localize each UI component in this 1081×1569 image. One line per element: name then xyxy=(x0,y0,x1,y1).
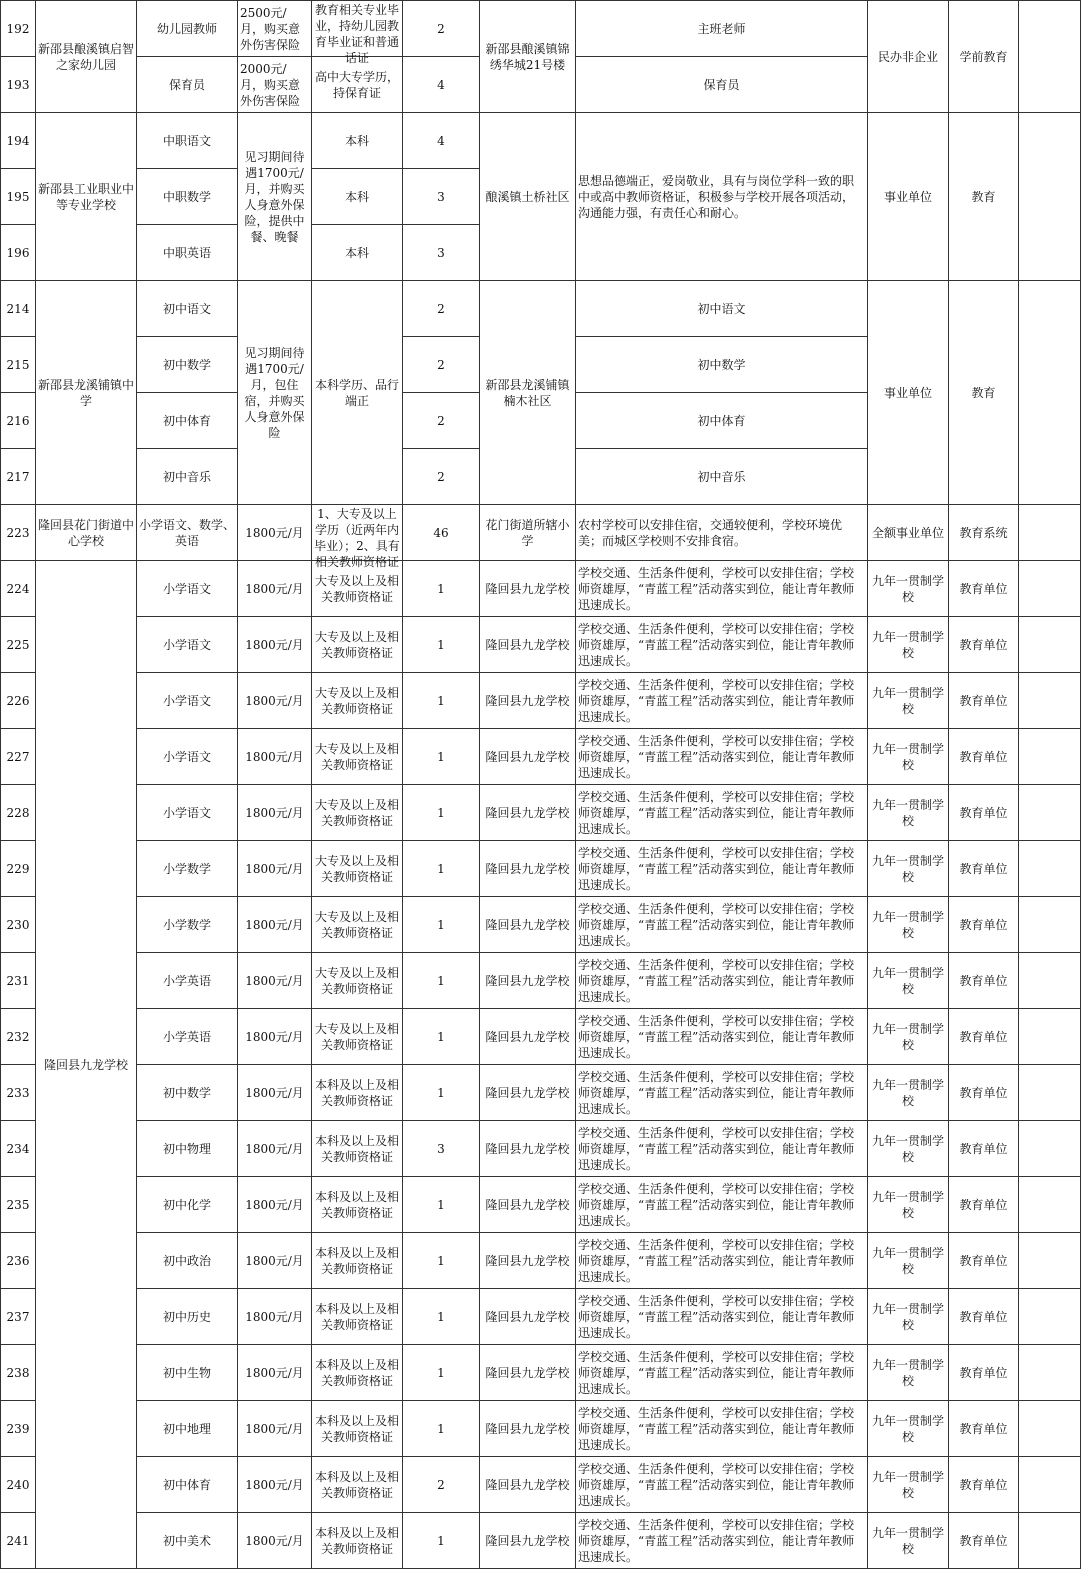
row-number: 196 xyxy=(1,225,36,281)
row-number: 227 xyxy=(1,729,36,785)
requirement-cell: 本科及以上及相关教师资格证 xyxy=(312,1457,403,1513)
headcount-cell: 2 xyxy=(403,1457,480,1513)
row-number: 240 xyxy=(1,1457,36,1513)
blank-cell xyxy=(1019,729,1081,785)
requirement-cell: 本科及以上及相关教师资格证 xyxy=(312,1233,403,1289)
unit-nature: 九年一贯制学校 xyxy=(868,1513,949,1569)
row-number: 225 xyxy=(1,617,36,673)
blank-cell xyxy=(1019,1289,1081,1345)
table-row xyxy=(1,1009,1081,1065)
work-location: 隆回县九龙学校 xyxy=(480,1401,576,1457)
table-row xyxy=(1,953,1081,1009)
salary-cell: 1800元/月 xyxy=(238,1065,312,1121)
position-name: 初中语文 xyxy=(137,281,238,337)
headcount-cell: 2 xyxy=(403,281,480,337)
headcount-cell: 2 xyxy=(403,449,480,505)
work-location: 隆回县九龙学校 xyxy=(480,1457,576,1513)
work-location: 新邵县龙溪铺镇楠木社区 xyxy=(480,281,576,505)
position-description: 学校交通、生活条件便利，学校可以安排住宿；学校师资雄厚，“青蓝工程”活动落实到位，能让青年教师迅速成长。 xyxy=(576,1009,868,1065)
employer-name: 新邵县工业职业中等专业学校 xyxy=(36,113,137,281)
salary-cell: 1800元/月 xyxy=(238,953,312,1009)
blank-cell xyxy=(1019,673,1081,729)
position-description: 学校交通、生活条件便利，学校可以安排住宿；学校师资雄厚，“青蓝工程”活动落实到位，能让青年教师迅速成长。 xyxy=(576,1289,868,1345)
requirement-cell: 本科 xyxy=(312,225,403,281)
blank-cell xyxy=(1019,1401,1081,1457)
requirement-cell: 教育相关专业毕业，持幼儿园教育毕业证和普通话证 xyxy=(312,1,403,57)
requirement-cell: 本科及以上及相关教师资格证 xyxy=(312,1345,403,1401)
industry-cell: 教育单位 xyxy=(949,1345,1019,1401)
position-name: 初中数学 xyxy=(137,337,238,393)
salary-cell: 2000元/月，购买意外伤害保险 xyxy=(238,57,312,113)
requirement-cell: 1、大专及以上学历（近两年内毕业）；2、具有相关教师资格证 xyxy=(312,505,403,561)
position-name: 初中音乐 xyxy=(137,449,238,505)
unit-nature: 九年一贯制学校 xyxy=(868,1289,949,1345)
row-number: 192 xyxy=(1,1,36,57)
table-row xyxy=(1,841,1081,897)
position-description: 初中体育 xyxy=(576,393,868,449)
requirement-cell: 大专及以上及相关教师资格证 xyxy=(312,785,403,841)
requirement-cell: 大专及以上及相关教师资格证 xyxy=(312,1009,403,1065)
row-number: 224 xyxy=(1,561,36,617)
blank-cell xyxy=(1019,505,1081,561)
headcount-cell: 1 xyxy=(403,1345,480,1401)
salary-cell: 2500元/月，购买意外伤害保险 xyxy=(238,1,312,57)
table-row xyxy=(1,281,1081,337)
table-row xyxy=(1,1513,1081,1569)
table-row xyxy=(1,1401,1081,1457)
blank-cell xyxy=(1019,841,1081,897)
requirement-cell: 本科及以上及相关教师资格证 xyxy=(312,1065,403,1121)
unit-nature: 九年一贯制学校 xyxy=(868,1401,949,1457)
unit-nature: 九年一贯制学校 xyxy=(868,617,949,673)
table-row xyxy=(1,505,1081,561)
position-description: 学校交通、生活条件便利，学校可以安排住宿；学校师资雄厚，“青蓝工程”活动落实到位，能让青年教师迅速成长。 xyxy=(576,561,868,617)
requirement-cell: 本科 xyxy=(312,169,403,225)
industry-cell: 学前教育 xyxy=(949,1,1019,113)
salary-cell: 1800元/月 xyxy=(238,841,312,897)
table-row xyxy=(1,561,1081,617)
salary-cell: 1800元/月 xyxy=(238,1345,312,1401)
position-name: 初中体育 xyxy=(137,393,238,449)
requirement-cell: 大专及以上及相关教师资格证 xyxy=(312,953,403,1009)
position-description: 思想品德端正，爱岗敬业，具有与岗位学科一致的职中或高中教师资格证，积极参与学校开展各项活动，沟通能力强，有责任心和耐心。 xyxy=(576,113,868,281)
blank-cell xyxy=(1019,617,1081,673)
industry-cell: 教育单位 xyxy=(949,1233,1019,1289)
work-location: 隆回县九龙学校 xyxy=(480,1289,576,1345)
unit-nature: 事业单位 xyxy=(868,113,949,281)
blank-cell xyxy=(1019,1065,1081,1121)
headcount-cell: 1 xyxy=(403,617,480,673)
row-number: 232 xyxy=(1,1009,36,1065)
blank-cell xyxy=(1019,785,1081,841)
position-name: 小学语文 xyxy=(137,617,238,673)
headcount-cell: 1 xyxy=(403,729,480,785)
row-number: 230 xyxy=(1,897,36,953)
position-description: 学校交通、生活条件便利，学校可以安排住宿；学校师资雄厚，“青蓝工程”活动落实到位，能让青年教师迅速成长。 xyxy=(576,785,868,841)
salary-cell: 1800元/月 xyxy=(238,561,312,617)
position-description: 学校交通、生活条件便利，学校可以安排住宿；学校师资雄厚，“青蓝工程”活动落实到位，能让青年教师迅速成长。 xyxy=(576,953,868,1009)
table-row xyxy=(1,1457,1081,1513)
industry-cell: 教育单位 xyxy=(949,785,1019,841)
row-number: 233 xyxy=(1,1065,36,1121)
table-row xyxy=(1,1,1081,57)
unit-nature: 九年一贯制学校 xyxy=(868,785,949,841)
position-name: 初中数学 xyxy=(137,1065,238,1121)
position-description: 学校交通、生活条件便利，学校可以安排住宿；学校师资雄厚，“青蓝工程”活动落实到位，能让青年教师迅速成长。 xyxy=(576,617,868,673)
row-number: 234 xyxy=(1,1121,36,1177)
salary-cell: 1800元/月 xyxy=(238,1233,312,1289)
headcount-cell: 1 xyxy=(403,897,480,953)
unit-nature: 九年一贯制学校 xyxy=(868,673,949,729)
salary-cell: 1800元/月 xyxy=(238,1289,312,1345)
position-description: 学校交通、生活条件便利，学校可以安排住宿；学校师资雄厚，“青蓝工程”活动落实到位，能让青年教师迅速成长。 xyxy=(576,1121,868,1177)
headcount-cell: 1 xyxy=(403,1401,480,1457)
blank-cell xyxy=(1019,1233,1081,1289)
employer-name: 隆回县九龙学校 xyxy=(36,561,137,1569)
position-name: 初中政治 xyxy=(137,1233,238,1289)
row-number: 195 xyxy=(1,169,36,225)
employer-name: 新邵县龙溪铺镇中学 xyxy=(36,281,137,505)
table-body xyxy=(1,1,1081,1569)
work-location: 隆回县九龙学校 xyxy=(480,729,576,785)
headcount-cell: 2 xyxy=(403,1,480,57)
industry-cell: 教育单位 xyxy=(949,1177,1019,1233)
industry-cell: 教育单位 xyxy=(949,1457,1019,1513)
work-location: 花门街道所辖小学 xyxy=(480,505,576,561)
table-row xyxy=(1,1121,1081,1177)
industry-cell: 教育 xyxy=(949,113,1019,281)
unit-nature: 事业单位 xyxy=(868,281,949,505)
industry-cell: 教育单位 xyxy=(949,673,1019,729)
headcount-cell: 1 xyxy=(403,785,480,841)
position-description: 学校交通、生活条件便利，学校可以安排住宿；学校师资雄厚，“青蓝工程”活动落实到位，能让青年教师迅速成长。 xyxy=(576,1401,868,1457)
row-number: 215 xyxy=(1,337,36,393)
table-row xyxy=(1,1345,1081,1401)
table-row xyxy=(1,113,1081,169)
position-description: 初中语文 xyxy=(576,281,868,337)
position-name: 初中物理 xyxy=(137,1121,238,1177)
requirement-cell: 高中大专学历，持保育证 xyxy=(312,57,403,113)
position-name: 小学英语 xyxy=(137,953,238,1009)
blank-cell xyxy=(1019,1121,1081,1177)
requirement-cell: 本科及以上及相关教师资格证 xyxy=(312,1177,403,1233)
unit-nature: 九年一贯制学校 xyxy=(868,1121,949,1177)
work-location: 隆回县九龙学校 xyxy=(480,841,576,897)
work-location: 隆回县九龙学校 xyxy=(480,785,576,841)
position-name: 初中历史 xyxy=(137,1289,238,1345)
position-description: 农村学校可以安排住宿，交通较便利，学校环境优美；而城区学校则不安排食宿。 xyxy=(576,505,868,561)
position-name: 小学数学 xyxy=(137,897,238,953)
industry-cell: 教育单位 xyxy=(949,729,1019,785)
industry-cell: 教育单位 xyxy=(949,1065,1019,1121)
position-name: 中职数学 xyxy=(137,169,238,225)
position-name: 幼儿园教师 xyxy=(137,1,238,57)
unit-nature: 九年一贯制学校 xyxy=(868,1457,949,1513)
table-row xyxy=(1,1233,1081,1289)
headcount-cell: 1 xyxy=(403,1289,480,1345)
blank-cell xyxy=(1019,1345,1081,1401)
row-number: 239 xyxy=(1,1401,36,1457)
requirement-cell: 本科 xyxy=(312,113,403,169)
salary-cell: 1800元/月 xyxy=(238,1177,312,1233)
salary-cell: 1800元/月 xyxy=(238,729,312,785)
requirement-cell: 本科及以上及相关教师资格证 xyxy=(312,1121,403,1177)
position-description: 初中数学 xyxy=(576,337,868,393)
work-location: 隆回县九龙学校 xyxy=(480,1177,576,1233)
position-name: 小学语文、数学、英语 xyxy=(137,505,238,561)
position-description: 保育员 xyxy=(576,57,868,113)
blank-cell xyxy=(1019,1457,1081,1513)
row-number: 216 xyxy=(1,393,36,449)
salary-cell: 1800元/月 xyxy=(238,617,312,673)
requirement-cell: 本科及以上及相关教师资格证 xyxy=(312,1289,403,1345)
table-row xyxy=(1,729,1081,785)
industry-cell: 教育单位 xyxy=(949,953,1019,1009)
position-name: 小学语文 xyxy=(137,561,238,617)
position-name: 初中美术 xyxy=(137,1513,238,1569)
requirement-cell: 本科及以上及相关教师资格证 xyxy=(312,1401,403,1457)
industry-cell: 教育单位 xyxy=(949,1289,1019,1345)
work-location: 隆回县九龙学校 xyxy=(480,1233,576,1289)
unit-nature: 九年一贯制学校 xyxy=(868,1009,949,1065)
position-description: 主班老师 xyxy=(576,1,868,57)
work-location: 隆回县九龙学校 xyxy=(480,617,576,673)
salary-cell: 1800元/月 xyxy=(238,1401,312,1457)
position-description: 学校交通、生活条件便利，学校可以安排住宿；学校师资雄厚，“青蓝工程”活动落实到位，能让青年教师迅速成长。 xyxy=(576,841,868,897)
unit-nature: 九年一贯制学校 xyxy=(868,561,949,617)
position-description: 学校交通、生活条件便利，学校可以安排住宿；学校师资雄厚，“青蓝工程”活动落实到位，能让青年教师迅速成长。 xyxy=(576,1457,868,1513)
work-location: 新邵县酿溪镇锦绣华城21号楼 xyxy=(480,1,576,113)
position-name: 小学数学 xyxy=(137,841,238,897)
position-description: 学校交通、生活条件便利，学校可以安排住宿；学校师资雄厚，“青蓝工程”活动落实到位，能让青年教师迅速成长。 xyxy=(576,1513,868,1569)
position-name: 初中体育 xyxy=(137,1457,238,1513)
requirement-cell: 大专及以上及相关教师资格证 xyxy=(312,841,403,897)
position-description: 学校交通、生活条件便利，学校可以安排住宿；学校师资雄厚，“青蓝工程”活动落实到位，能让青年教师迅速成长。 xyxy=(576,1177,868,1233)
row-number: 241 xyxy=(1,1513,36,1569)
requirement-cell: 大专及以上及相关教师资格证 xyxy=(312,673,403,729)
work-location: 隆回县九龙学校 xyxy=(480,1513,576,1569)
headcount-cell: 2 xyxy=(403,337,480,393)
requirement-cell: 大专及以上及相关教师资格证 xyxy=(312,729,403,785)
position-name: 小学语文 xyxy=(137,729,238,785)
industry-cell: 教育单位 xyxy=(949,561,1019,617)
requirement-cell: 大专及以上及相关教师资格证 xyxy=(312,561,403,617)
row-number: 223 xyxy=(1,505,36,561)
position-name: 小学英语 xyxy=(137,1009,238,1065)
industry-cell: 教育单位 xyxy=(949,897,1019,953)
salary-cell: 1800元/月 xyxy=(238,1457,312,1513)
row-number: 194 xyxy=(1,113,36,169)
row-number: 231 xyxy=(1,953,36,1009)
position-description: 初中音乐 xyxy=(576,449,868,505)
headcount-cell: 3 xyxy=(403,225,480,281)
headcount-cell: 1 xyxy=(403,841,480,897)
row-number: 214 xyxy=(1,281,36,337)
headcount-cell: 1 xyxy=(403,1009,480,1065)
work-location: 隆回县九龙学校 xyxy=(480,673,576,729)
industry-cell: 教育系统 xyxy=(949,505,1019,561)
unit-nature: 九年一贯制学校 xyxy=(868,1065,949,1121)
requirement-cell: 本科及以上及相关教师资格证 xyxy=(312,1513,403,1569)
position-name: 保育员 xyxy=(137,57,238,113)
industry-cell: 教育单位 xyxy=(949,617,1019,673)
position-description: 学校交通、生活条件便利，学校可以安排住宿；学校师资雄厚，“青蓝工程”活动落实到位，能让青年教师迅速成长。 xyxy=(576,1233,868,1289)
work-location: 隆回县九龙学校 xyxy=(480,1121,576,1177)
table-row xyxy=(1,1177,1081,1233)
row-number: 229 xyxy=(1,841,36,897)
blank-cell xyxy=(1019,1513,1081,1569)
headcount-cell: 1 xyxy=(403,1233,480,1289)
work-location: 酿溪镇土桥社区 xyxy=(480,113,576,281)
industry-cell: 教育单位 xyxy=(949,841,1019,897)
unit-nature: 九年一贯制学校 xyxy=(868,1177,949,1233)
headcount-cell: 1 xyxy=(403,1177,480,1233)
salary-cell: 1800元/月 xyxy=(238,1513,312,1569)
row-number: 217 xyxy=(1,449,36,505)
blank-cell xyxy=(1019,1177,1081,1233)
blank-cell xyxy=(1019,953,1081,1009)
industry-cell: 教育单位 xyxy=(949,1513,1019,1569)
position-name: 中职英语 xyxy=(137,225,238,281)
row-number: 238 xyxy=(1,1345,36,1401)
work-location: 隆回县九龙学校 xyxy=(480,1009,576,1065)
position-description: 学校交通、生活条件便利，学校可以安排住宿；学校师资雄厚，“青蓝工程”活动落实到位，能让青年教师迅速成长。 xyxy=(576,1065,868,1121)
unit-nature: 九年一贯制学校 xyxy=(868,897,949,953)
work-location: 隆回县九龙学校 xyxy=(480,1065,576,1121)
row-number: 235 xyxy=(1,1177,36,1233)
blank-cell xyxy=(1019,561,1081,617)
headcount-cell: 1 xyxy=(403,673,480,729)
salary-cell: 见习期间待遇1700元/月，包住宿，并购买人身意外保险 xyxy=(238,281,312,505)
salary-cell: 1800元/月 xyxy=(238,673,312,729)
row-number: 236 xyxy=(1,1233,36,1289)
employer-name: 隆回县花门街道中心学校 xyxy=(36,505,137,561)
row-number: 237 xyxy=(1,1289,36,1345)
position-description: 学校交通、生活条件便利，学校可以安排住宿；学校师资雄厚，“青蓝工程”活动落实到位，能让青年教师迅速成长。 xyxy=(576,1345,868,1401)
work-location: 隆回县九龙学校 xyxy=(480,953,576,1009)
blank-cell xyxy=(1019,897,1081,953)
table-row xyxy=(1,897,1081,953)
row-number: 226 xyxy=(1,673,36,729)
industry-cell: 教育单位 xyxy=(949,1121,1019,1177)
position-description: 学校交通、生活条件便利，学校可以安排住宿；学校师资雄厚，“青蓝工程”活动落实到位，能让青年教师迅速成长。 xyxy=(576,729,868,785)
row-number: 228 xyxy=(1,785,36,841)
position-name: 中职语文 xyxy=(137,113,238,169)
employer-name: 新邵县酿溪镇启智之家幼儿园 xyxy=(36,1,137,113)
unit-nature: 九年一贯制学校 xyxy=(868,953,949,1009)
table-row xyxy=(1,1065,1081,1121)
work-location: 隆回县九龙学校 xyxy=(480,897,576,953)
table-row xyxy=(1,617,1081,673)
blank-cell xyxy=(1019,281,1081,505)
work-location: 隆回县九龙学校 xyxy=(480,561,576,617)
requirement-cell: 大专及以上及相关教师资格证 xyxy=(312,617,403,673)
salary-cell: 1800元/月 xyxy=(238,1121,312,1177)
unit-nature: 九年一贯制学校 xyxy=(868,841,949,897)
unit-nature: 九年一贯制学校 xyxy=(868,729,949,785)
table-row xyxy=(1,673,1081,729)
unit-nature: 民办非企业 xyxy=(868,1,949,113)
unit-nature: 全额事业单位 xyxy=(868,505,949,561)
salary-cell: 1800元/月 xyxy=(238,897,312,953)
salary-cell: 1800元/月 xyxy=(238,785,312,841)
blank-cell xyxy=(1019,113,1081,281)
unit-nature: 九年一贯制学校 xyxy=(868,1345,949,1401)
work-location: 隆回县九龙学校 xyxy=(480,1345,576,1401)
position-description: 学校交通、生活条件便利，学校可以安排住宿；学校师资雄厚，“青蓝工程”活动落实到位，能让青年教师迅速成长。 xyxy=(576,673,868,729)
position-name: 小学语文 xyxy=(137,673,238,729)
headcount-cell: 1 xyxy=(403,1065,480,1121)
headcount-cell: 4 xyxy=(403,113,480,169)
headcount-cell: 46 xyxy=(403,505,480,561)
requirement-cell: 本科学历、品行端正 xyxy=(312,281,403,505)
industry-cell: 教育单位 xyxy=(949,1009,1019,1065)
table-row xyxy=(1,1289,1081,1345)
position-name: 小学语文 xyxy=(137,785,238,841)
headcount-cell: 4 xyxy=(403,57,480,113)
position-name: 初中生物 xyxy=(137,1345,238,1401)
requirement-cell: 大专及以上及相关教师资格证 xyxy=(312,897,403,953)
headcount-cell: 1 xyxy=(403,561,480,617)
headcount-cell: 1 xyxy=(403,953,480,1009)
salary-cell: 1800元/月 xyxy=(238,505,312,561)
position-description: 学校交通、生活条件便利，学校可以安排住宿；学校师资雄厚，“青蓝工程”活动落实到位，能让青年教师迅速成长。 xyxy=(576,897,868,953)
industry-cell: 教育单位 xyxy=(949,1401,1019,1457)
industry-cell: 教育 xyxy=(949,281,1019,505)
unit-nature: 九年一贯制学校 xyxy=(868,1233,949,1289)
blank-cell xyxy=(1019,1,1081,113)
position-name: 初中化学 xyxy=(137,1177,238,1233)
blank-cell xyxy=(1019,1009,1081,1065)
headcount-cell: 1 xyxy=(403,1513,480,1569)
row-number: 193 xyxy=(1,57,36,113)
headcount-cell: 2 xyxy=(403,393,480,449)
salary-cell: 见习期间待遇1700元/月，并购买人身意外保险，提供中餐、晚餐 xyxy=(238,113,312,281)
table-row xyxy=(1,785,1081,841)
salary-cell: 1800元/月 xyxy=(238,1009,312,1065)
headcount-cell: 3 xyxy=(403,1121,480,1177)
headcount-cell: 3 xyxy=(403,169,480,225)
position-name: 初中地理 xyxy=(137,1401,238,1457)
